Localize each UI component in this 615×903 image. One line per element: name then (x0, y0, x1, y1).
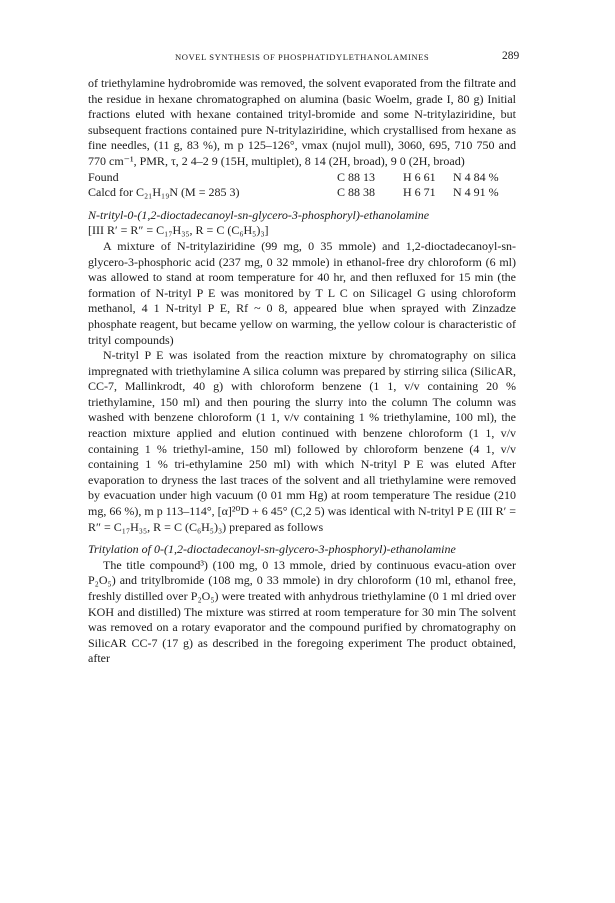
analysis-row-calcd (88, 185, 516, 201)
elemental-analysis (88, 170, 516, 201)
paragraph: of triethylamine hydrobromide was removed, the solvent evaporated from the filtrate and the residue in hexane chromatographed on alumina (basic Woelm, grade I, 80 g) Initial fractions eluted with hexane contained trityl-bromide and some N-tritylaziridine, but subsequent fractions contained pure N-tritylaziridine, which crystallised from hexane as fine needles, (11 g, 83 %), m p 125–126°, νmax (nujol mull), 3060, 695, 710 750 and 770 cm⁻¹, PMR, τ, 2 4–2 9 (15H, multiplet), 8 14 (2H, broad), 9 0 (2H, broad) (88, 76, 516, 168)
structure-formula: [III R′ = R″ = C₁₇H₃₅, R = C (C₆H₅)₃] (88, 223, 269, 238)
page-number: 289 (502, 50, 520, 62)
analysis-label: Found (88, 169, 119, 184)
body-text (88, 76, 516, 667)
analysis-row-found (88, 170, 516, 186)
running-title: NOVEL SYNTHESIS OF PHOSPHATIDYLETHANOLAMINES (175, 52, 430, 62)
section-heading: N-trityl-0-(1,2-dioctadecanoyl-sn-glycero-3-phosphoryl)-ethanolamine (88, 207, 430, 222)
section-heading: Tritylation of 0-(1,2-dioctadecanoyl-sn-glycero-3-phosphoryl)-ethanolamine (88, 542, 456, 557)
analysis-nitrogen: N 4 84 % (453, 169, 499, 184)
analysis-label: Calcd for C₂₁H₁₉N (M = 285 3) (88, 185, 240, 200)
analysis-hydrogen: H 6 71 (403, 185, 436, 200)
paragraph: N-trityl P E was isolated from the reaction mixture by chromatography on silica impregnated with triethylamine A silica column was prepared by stirring silica (SilicAR, CC-7, Mallinkrodt, 40 g) with chloroform benzene (1 1, v/v containing 20 % triethylamine, 150 ml) and then pouring the slurry into the column The column was washed with benzene chloroform (1 1, v/v containing 1 % triethylamine, 100 ml), the reaction mixture applied and elution continued with benzene chloroform (1 1, v/v containing 1 % triethyl-amine, 150 ml) followed by chloroform benzene (4 1, v/v containing 1 % tri-ethylamine 250 ml) with which N-trityl P E was eluted After evaporation to dryness the last traces of the solvent and all triethylamine were removed by evacuation under high vacuum (0 01 mm Hg) at room temperature The residue (210 mg, 66 %), m p 113–114°, [α]²⁰D + 6 45° (C,2 5) was identical with N-trityl P E (III R′ = R″ = C₁₇H₃₅, R = C (C₆H₅)₃) prepared as follows (88, 348, 516, 534)
paragraph: The title compound³) (100 mg, 0 13 mmole, dried by continuous evacu-ation over P₂O₅) and tritylbromide (108 mg, 0 33 mmole) in dry chloroform (10 ml, ethanol free, freshly distilled over P₂O₅) were treated with anhydrous triethylamine (0 1 ml dried over KOH and distilled) The mixture was stirred at room temperature for 30 min The solvent was removed on a rotary evaporator and the compound purified by chromatography on SilicAR CC-7 (17 g) as described in the foregoing experiment The product obtained, after (88, 557, 516, 666)
analysis-carbon: C 88 13 (337, 169, 376, 184)
analysis-carbon: C 88 38 (337, 185, 376, 200)
analysis-nitrogen: N 4 91 % (453, 185, 499, 200)
page-header (0, 52, 615, 68)
analysis-hydrogen: H 6 61 (403, 169, 436, 184)
paragraph: A mixture of N-tritylaziridine (99 mg, 0 35 mmole) and 1,2-dioctadecanoyl-sn-glycero-3-phosphoric acid (237 mg, 0 32 mmole) in ethanol-free dry chloroform (6 ml) was allowed to stand at room temperature for 40 hr, and then refluxed for 15 min (the formation of N-trityl P E was monitored by T L C on Silicagel G using chloroform methanol, 4 1 N-trityl P E, Rf ~ 0 8, appeared blue when sprayed with Zinzadze phosphate reagent, but became yellow on warming, the yellow colour is characteristic of trityl compounds) (88, 238, 516, 347)
